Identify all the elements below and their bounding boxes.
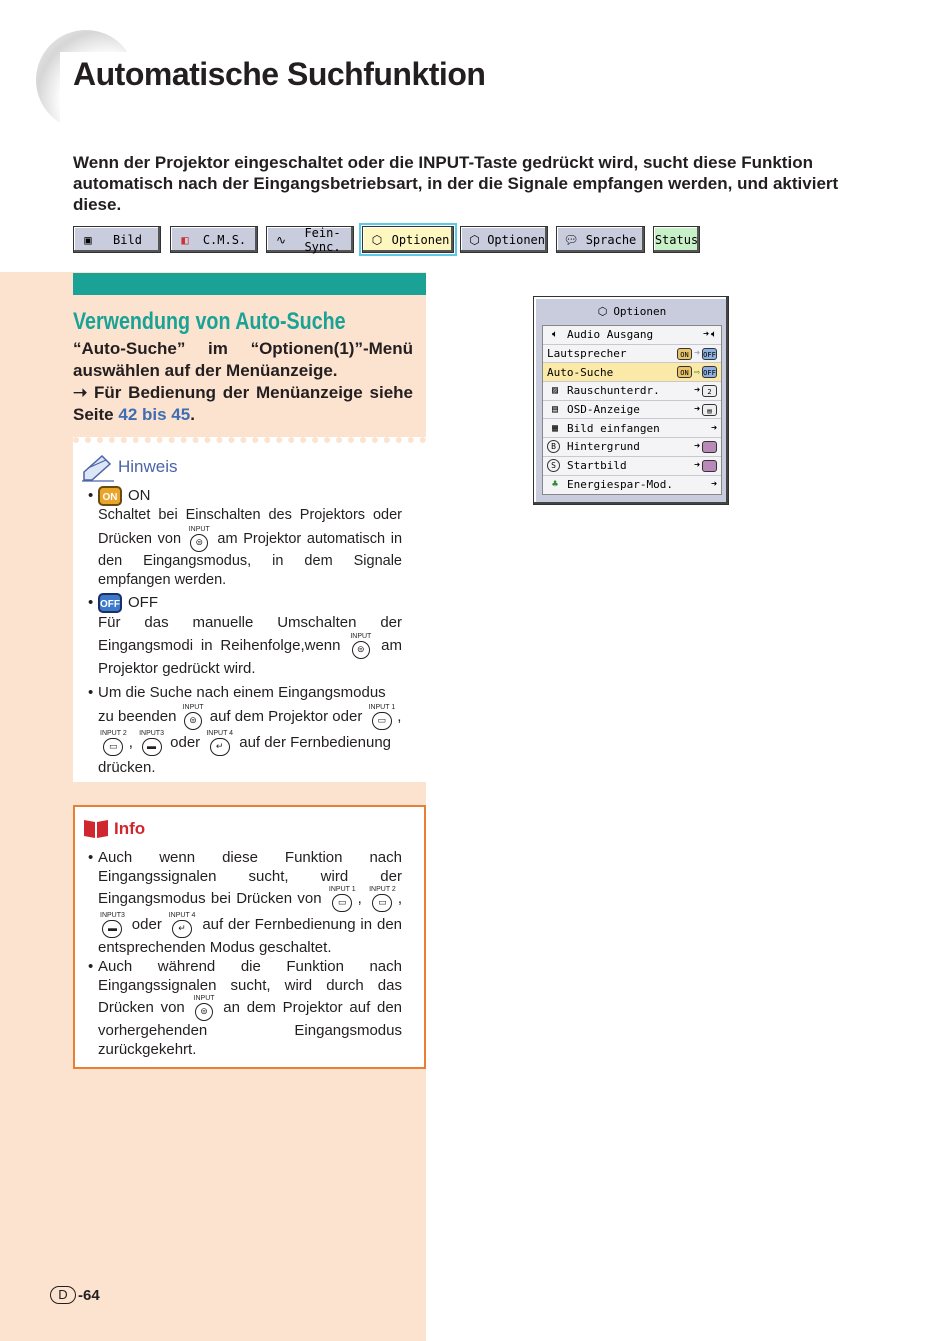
on-mini-icon: ON [677, 348, 692, 360]
input4-button-icon: INPUT 4 ↵ [206, 730, 233, 756]
eco-plant-icon: ♣ [551, 479, 559, 491]
input-button-icon: INPUT ⊜ [189, 526, 210, 552]
startup-icon: S [547, 459, 560, 472]
tab-label: Fein-Sync. [304, 225, 341, 254]
osd-row-auto-suche[interactable] [543, 363, 721, 382]
button-caption: INPUT3 [139, 729, 164, 737]
page-title: Automatische Suchfunktion [73, 56, 486, 92]
info-text-2: Auch während die Funktion nach Eingangssignalen sucht, wird durch das Drücken von [98, 958, 402, 1016]
on-badge-icon: ON [98, 486, 122, 506]
osd-row-audio-ausgang[interactable] [543, 326, 721, 345]
page-footer [50, 1286, 100, 1304]
osd-row-label: Hintergrund [567, 440, 640, 454]
tab-status[interactable] [653, 226, 700, 253]
input3-button-icon: INPUT3 ▬ [139, 730, 164, 756]
picture-icon: ▣ [84, 232, 92, 247]
bullet: • [88, 958, 94, 975]
tab-bild[interactable] [73, 226, 161, 253]
osd-row-label: Rauschunterdr. [567, 384, 660, 398]
osd-row-value: ➜ [710, 422, 717, 434]
page-reference-link[interactable]: 42 bis 45 [118, 405, 191, 424]
button-caption: INPUT [182, 703, 204, 711]
osd-row-label: Energiespar-Mod. [567, 478, 673, 492]
background-preview-icon [702, 441, 717, 453]
options-cube-icon: ⬡ [371, 232, 383, 247]
hint-title: Hinweis [118, 457, 178, 476]
hint-header [80, 452, 178, 482]
osd-row-value: ON ⇨ OFF [677, 366, 721, 378]
button-caption: INPUT [193, 995, 215, 1002]
osd-row-value: ON ➜ OFF [677, 348, 721, 360]
osd-row-value: ➜ ▤ [694, 404, 721, 416]
osd-title-label: Optionen [613, 305, 667, 318]
section-lead [73, 338, 413, 426]
bullet: • [88, 683, 94, 701]
hint-item-on [88, 486, 402, 591]
tab-label: C.M.S. [202, 232, 247, 247]
info-text-2b: an dem Projektor auf den vorhergehenden Eingangsmodus zurückgekehrt. [98, 998, 403, 1058]
speaker-mute-icon: 🔈︎ [711, 329, 717, 341]
lead-instruction: “Auto-Suche” im “Optionen(1)”-Menü auswählen auf der Menüanzeige. [73, 339, 413, 380]
level-icon: 2 [702, 385, 717, 397]
osd-row-lautsprecher[interactable] [543, 345, 721, 364]
button-caption: INPUT [188, 525, 210, 533]
tab-sprache[interactable] [556, 226, 645, 253]
osd-row-label: Startbild [567, 459, 627, 473]
off-description: Für das manuelle Umschalten der Eingangsmodi in Reihenfolge,wenn [98, 613, 402, 654]
osd-row-value: ➜ [694, 460, 721, 472]
input1-button-icon: INPUT 1 ▭ [369, 704, 396, 730]
info-content [88, 848, 402, 1059]
info-text-1c: auf der Fernbedienung in den entsprechenden Modus geschaltet. [98, 915, 403, 956]
osd-icon: ▤ [551, 404, 559, 416]
button-caption: INPUT 4 [168, 912, 196, 919]
options-cube-icon: ⬡ [469, 232, 480, 247]
startup-preview-icon [702, 460, 717, 472]
osd-row-hintergrund[interactable] [543, 438, 721, 457]
osd-row-label: OSD-Anzeige [567, 403, 640, 417]
button-caption: INPUT3 [100, 912, 125, 919]
osd-row-startbild[interactable] [543, 457, 721, 476]
options-cube-icon: ⬡ [597, 305, 608, 318]
color-bars-icon: ◧ [181, 232, 189, 247]
bullet: • [88, 593, 94, 611]
input2-button-icon: INPUT 2 ▭ [369, 886, 396, 912]
osd-mode-icon: ▤ [702, 404, 717, 416]
on-mini-icon: ON [677, 366, 692, 378]
tab-cms[interactable] [170, 226, 258, 253]
input-button-icon: INPUT ⊜ [183, 704, 204, 730]
speech-bubble-icon: 💬︎ [563, 232, 579, 247]
osd-row-value: ➜ 🔈︎ [702, 329, 717, 341]
footer-letter: D [50, 1286, 76, 1304]
tab-label: Bild [113, 232, 142, 247]
on-description-cont: am Projektor automatisch in den Eingangsmodus, in dem Signale empfangen werden. [98, 530, 403, 588]
osd-row-value: ➜ 2 [694, 385, 721, 397]
tab-optionen-1[interactable] [362, 226, 454, 253]
bullet: • [88, 849, 94, 866]
off-mini-icon: OFF [702, 366, 717, 378]
button-caption: INPUT 4 [206, 729, 234, 737]
capture-icon: ▦ [551, 422, 559, 434]
bullet: • [88, 487, 94, 504]
osd-row-label: Auto-Suche [547, 365, 614, 379]
info-text-1b: oder [131, 915, 162, 933]
arrow-icon: ➝ [73, 383, 88, 402]
osd-row-bild-einfangen[interactable] [543, 419, 721, 438]
wave-icon: ∿ [275, 232, 287, 247]
section-header-bar [73, 273, 426, 295]
section-heading: Verwendung von Auto-Suche [73, 308, 346, 335]
osd-row-value: ➜ [694, 441, 721, 453]
input1-button-icon: INPUT 1 ▭ [329, 886, 356, 912]
input3-button-icon: INPUT3 ▬ [100, 912, 125, 938]
speaker-icon: 🔈︎ [552, 329, 558, 341]
osd-title [534, 305, 730, 318]
info-item-2 [88, 957, 402, 1059]
button-caption: INPUT [350, 632, 372, 640]
osd-row-osd-anzeige[interactable] [543, 401, 721, 420]
osd-row-label: Audio Ausgang [567, 328, 654, 342]
tab-label: Sprache [585, 232, 637, 247]
button-caption: INPUT 1 [328, 886, 356, 893]
stop-text-4: auf der Fernbedienung drücken. [98, 733, 392, 776]
osd-row-energiespar[interactable] [543, 476, 721, 495]
osd-list [542, 325, 722, 495]
page-number: -64 [78, 1286, 100, 1304]
tab-optionen-2[interactable] [460, 226, 548, 253]
osd-menu-screenshot [533, 296, 729, 505]
off-label: OFF [128, 593, 158, 611]
tab-label: Status [654, 232, 699, 247]
lead-period: . [190, 405, 195, 424]
input2-button-icon: INPUT 2 ▭ [100, 730, 127, 756]
hint-item-off [88, 593, 402, 679]
input-button-icon: INPUT ⊜ [350, 633, 371, 659]
info-title: Info [114, 819, 146, 838]
off-badge-icon: OFF [98, 593, 122, 613]
pencil-icon [80, 452, 116, 482]
button-caption: INPUT 1 [368, 703, 396, 711]
info-header [82, 818, 145, 840]
off-mini-icon: OFF [702, 348, 717, 360]
tab-fein-sync[interactable] [266, 226, 354, 253]
info-text-1: Auch wenn diese Funktion nach Eingangssignalen sucht, wird der Eingangsmodus bei Drücken von [98, 849, 402, 907]
stop-text-3: oder [170, 733, 201, 751]
hint-item-stop: • Um die Suche nach einem Eingangsmodus zu beenden INPUT ⊜ auf dem Projektor oder INPUT 1 ▭ , INPUT 2 ▭ , INPUT3 ▬ oder INPUT 4 ↵ auf der Fernbedienung drücken. [88, 681, 402, 779]
button-caption: INPUT 2 [369, 886, 396, 893]
book-icon [82, 818, 110, 840]
osd-row-label: Lautsprecher [547, 347, 627, 361]
tab-label: Optionen [487, 232, 545, 247]
on-label: ON [128, 487, 151, 504]
osd-row-label: Bild einfangen [567, 421, 660, 435]
on-description: Schaltet bei Einschalten des Projektors oder Drücken von [98, 507, 402, 547]
background-icon: B [547, 440, 560, 453]
tab-label: Optionen [391, 232, 450, 247]
osd-row-rauschunterdr[interactable] [543, 382, 721, 401]
osd-row-value: ➜ [710, 479, 717, 491]
info-item-1: • Auch wenn diese Funktion nach Eingangssignalen sucht, wird der Eingangsmodus bei Drücken von INPUT 1 ▭ , INPUT 2 ▭ , INPUT3 ▬ oder INPUT 4 ↵ auf der Fernbedienung in den entsprechenden Modus geschaltet. [88, 849, 403, 956]
input-button-icon: INPUT ⊜ [194, 995, 215, 1021]
hint-content [88, 486, 402, 781]
stop-text: Um die Suche nach einem Eingangsmodus zu beenden [98, 683, 386, 725]
input4-button-icon: INPUT 4 ↵ [169, 912, 196, 938]
stop-text-2: auf dem Projektor oder [209, 707, 363, 725]
button-caption: INPUT 2 [100, 729, 127, 737]
off-description-cont: am Projektor gedrückt wird. [98, 636, 402, 677]
intro-text: Wenn der Projektor eingeschaltet oder die INPUT-Taste gedrückt wird, sucht diese Funktion automatisch nach der Eingangsbetriebsart, in der die Signale empfangen werden, und aktiviert diese. [73, 153, 839, 214]
noise-icon: ▨ [551, 385, 559, 397]
lead-reference: Für Bedienung der Menüanzeige siehe Seite [73, 383, 413, 424]
